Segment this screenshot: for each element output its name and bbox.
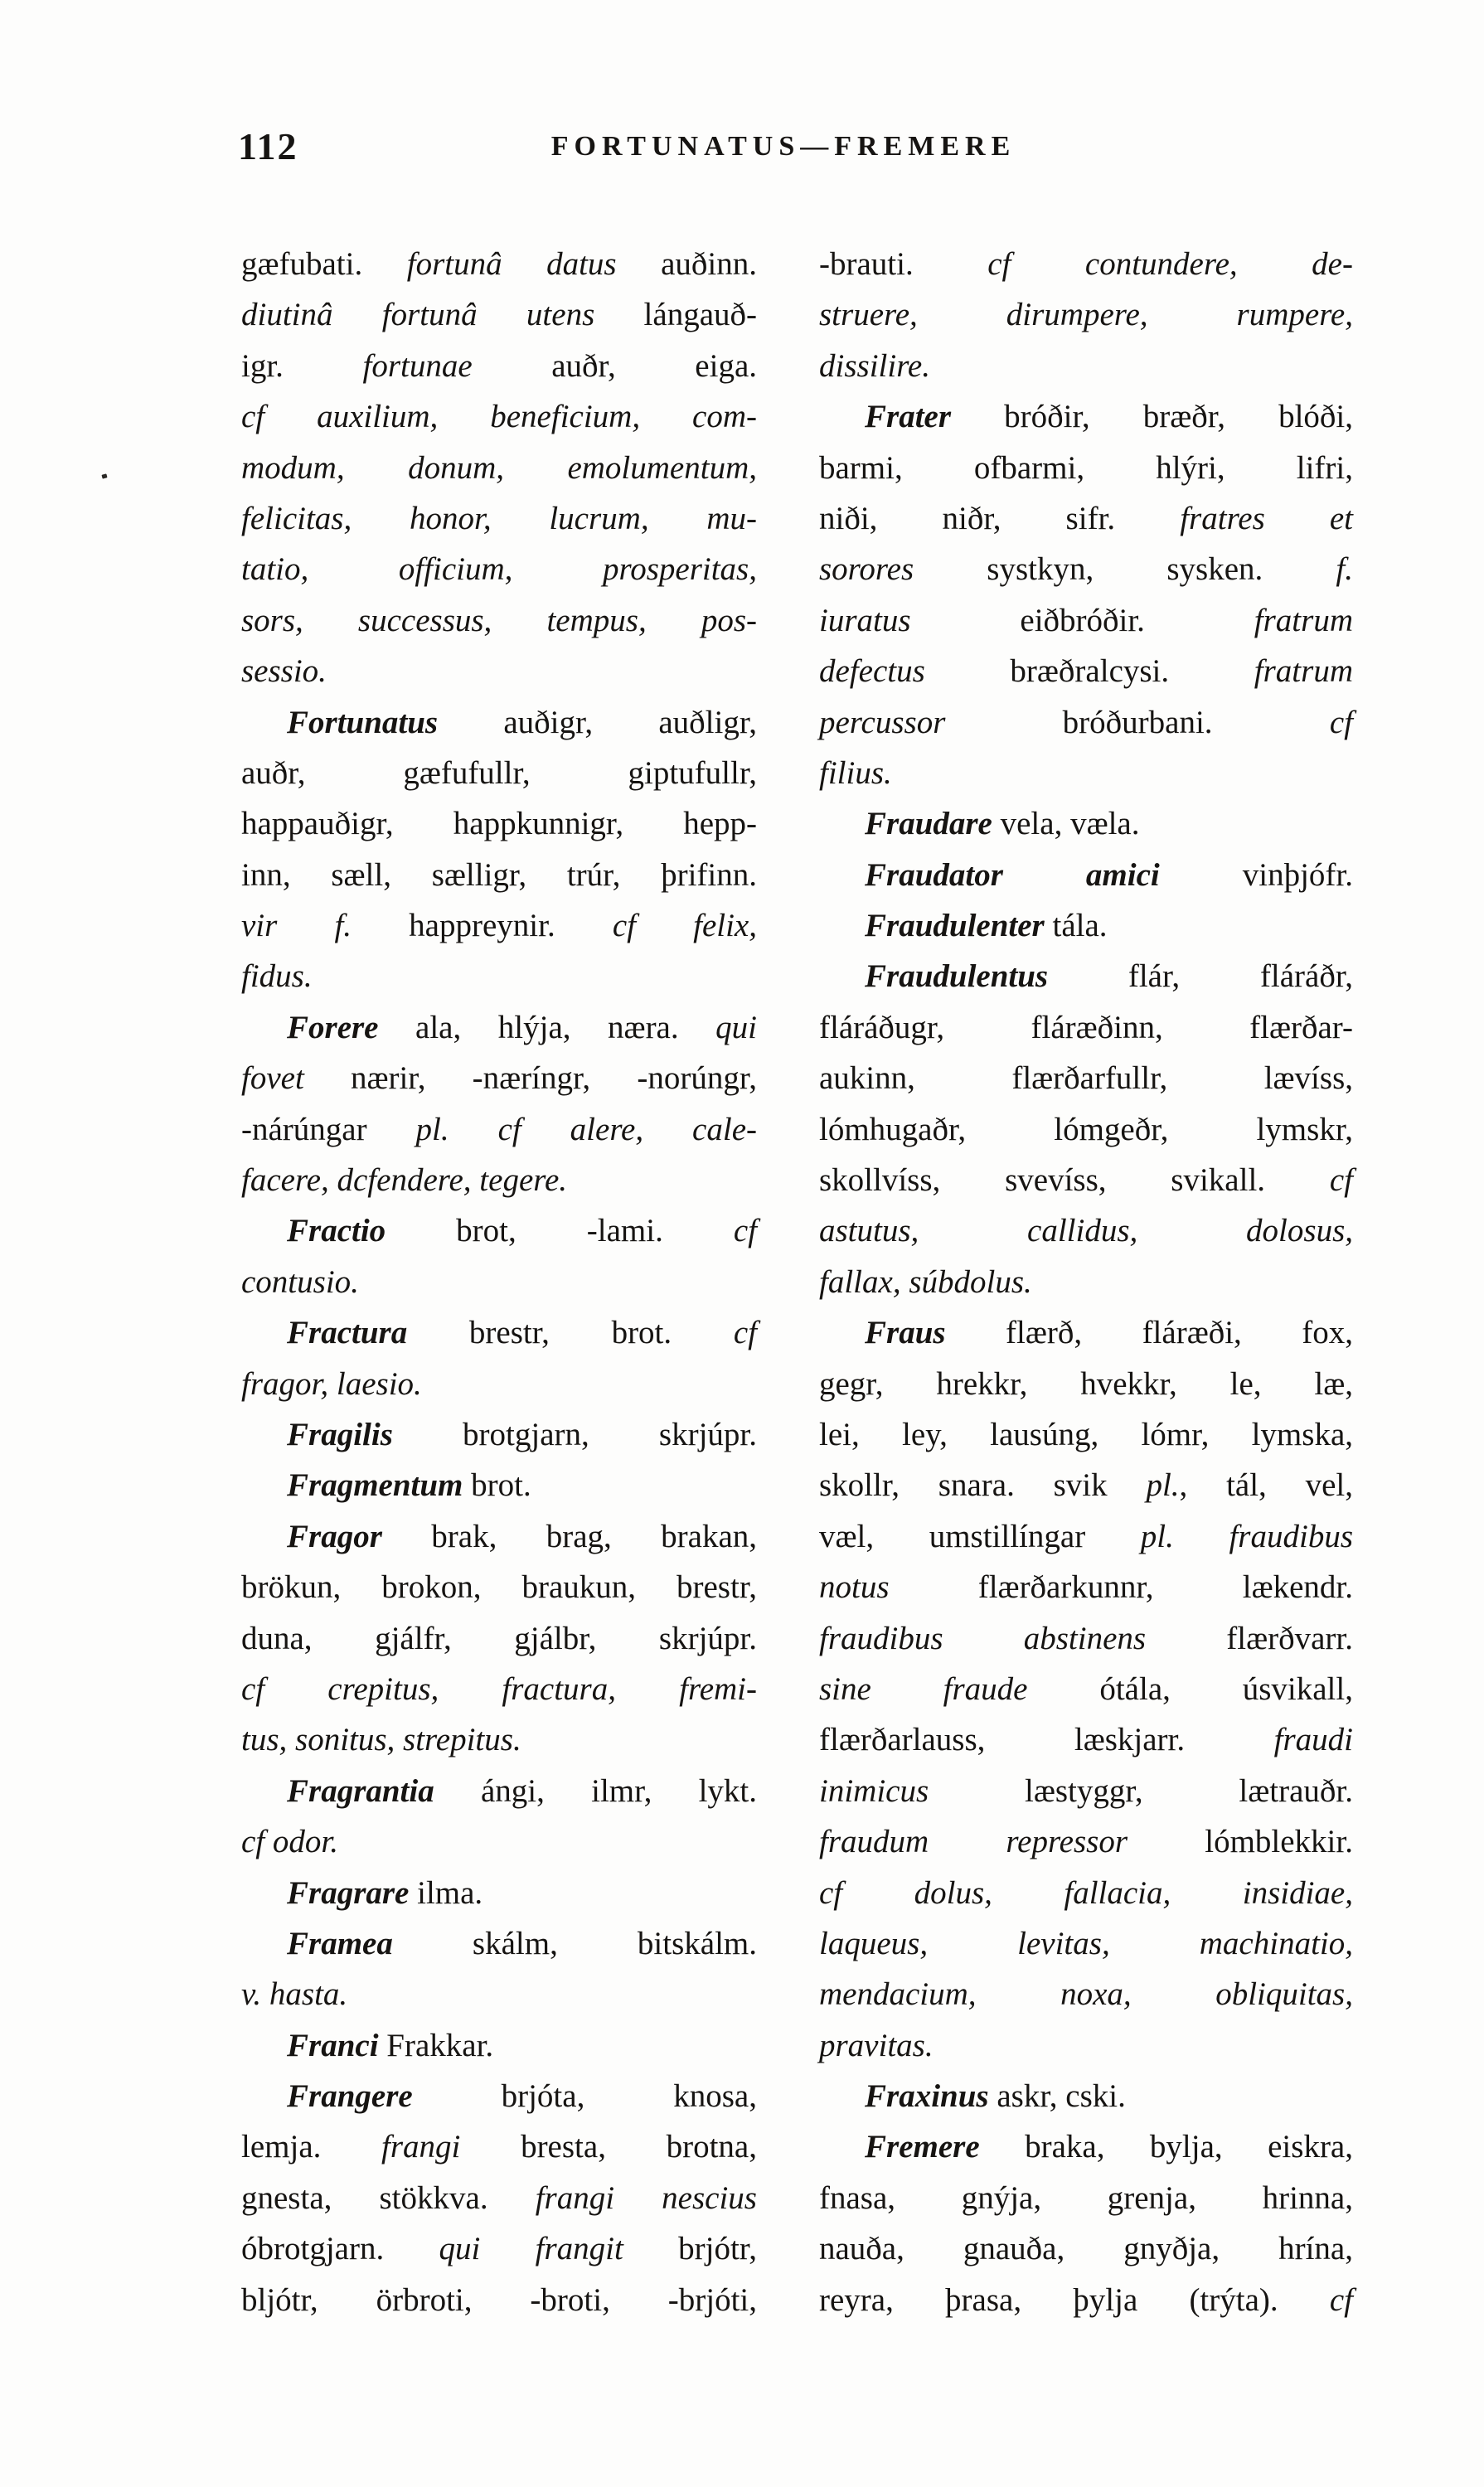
text-line — [241, 2071, 757, 2121]
text-line — [819, 2173, 1353, 2223]
ink-speck — [101, 473, 107, 478]
gloss-text: braka, bylja, eiskra, — [979, 2129, 1353, 2165]
latin-italic: pravitas. — [819, 2027, 934, 2063]
headword: Fraudulenter — [865, 908, 1045, 944]
latin-italic: cf — [1329, 2281, 1353, 2318]
gloss-text: bróðir, bræðr, blóði, — [951, 399, 1353, 435]
text-line — [819, 900, 1353, 951]
latin-italic: contusio. — [241, 1263, 359, 1300]
gloss-text: gæfubati. — [241, 246, 407, 282]
headword: Framea — [287, 1925, 393, 1961]
latin-italic: dissilire. — [819, 347, 930, 384]
latin-italic: cf auxilium, beneficium, com- — [241, 399, 757, 435]
headword: Fragrare — [287, 1874, 410, 1911]
gloss-text: reyra, þrasa, þylja (trýta). — [819, 2281, 1330, 2318]
latin-italic: filius. — [819, 754, 892, 791]
latin-italic: modum, donum, emolumentum, — [241, 449, 757, 486]
text-line — [241, 341, 757, 391]
gloss-text: tála. — [1044, 908, 1108, 944]
gloss-text: igr. — [241, 347, 363, 384]
gloss-text: bræðralcysi. — [924, 653, 1254, 690]
gloss-text: happreynir. — [352, 908, 613, 944]
text-line — [819, 1918, 1353, 1969]
latin-italic: cf crepitus, fractura, fremi- — [241, 1670, 757, 1707]
latin-italic: cf odor. — [241, 1824, 338, 1860]
gloss-text: inn, sæll, sælligr, trúr, þrifinn. — [241, 856, 757, 893]
text-line — [241, 2275, 757, 2325]
text-line — [241, 239, 757, 289]
text-line — [819, 1359, 1353, 1409]
text-line — [819, 2020, 1353, 2071]
text-line — [819, 595, 1353, 646]
gloss-text: væl, umstillíngar — [819, 1518, 1141, 1554]
headword: Fractio — [287, 1213, 386, 1249]
running-header-row — [0, 124, 1484, 177]
text-line — [819, 1460, 1353, 1510]
latin-italic: fidus. — [241, 958, 313, 995]
text-line — [819, 1409, 1353, 1460]
latin-italic: cf — [733, 1213, 757, 1249]
text-line — [241, 2223, 757, 2274]
gloss-text: happauðigr, happkunnigr, hepp- — [241, 806, 757, 842]
text-line — [241, 951, 757, 1001]
latin-italic: cf dolus, fallacia, insidiae, — [819, 1874, 1353, 1911]
gloss-text: nærir, -næríngr, -norúngr, — [303, 1060, 757, 1097]
text-line — [819, 2275, 1353, 2325]
latin-italic: felicitas, honor, lucrum, mu- — [241, 500, 757, 536]
headword: Franci — [287, 2027, 379, 2063]
text-line — [819, 951, 1353, 1001]
text-line — [819, 1664, 1353, 1714]
gloss-text: brot, -lami. — [386, 1213, 734, 1249]
headword: Fragilis — [287, 1416, 393, 1452]
gloss-text: auðigr, auðligr, — [438, 704, 757, 740]
latin-italic: sine fraude — [819, 1670, 1028, 1707]
gloss-text: gnesta, stökkva. — [241, 2179, 536, 2216]
gloss-text: askr, cski. — [988, 2078, 1126, 2115]
text-line — [241, 595, 757, 646]
text-line — [241, 748, 757, 798]
text-line — [241, 1511, 757, 1562]
text-line — [241, 1359, 757, 1409]
gloss-text: vela, væla. — [992, 806, 1140, 842]
gloss-text: brot. — [463, 1467, 531, 1504]
text-line — [241, 1562, 757, 1612]
latin-italic: f. — [1336, 551, 1353, 588]
text-line — [819, 289, 1353, 340]
latin-italic: pl. — [415, 1111, 449, 1147]
latin-italic: fraudibus — [1229, 1518, 1353, 1554]
gloss-text: brjóta, knosa, — [412, 2078, 757, 2115]
latin-italic: astutus, callidus, dolosus, — [819, 1213, 1353, 1249]
page-number: 112 — [238, 125, 298, 167]
text-line — [241, 289, 757, 340]
latin-italic: diutinâ fortunâ utens — [241, 297, 595, 333]
latin-italic: fratrum — [1254, 602, 1353, 638]
text-line — [241, 1664, 757, 1714]
text-line — [819, 1155, 1353, 1205]
latin-italic: frangi nescius — [535, 2179, 757, 2216]
headword: Fraus — [865, 1315, 946, 1351]
text-line — [241, 1714, 757, 1765]
gloss-text: niði, niðr, sifr. — [819, 500, 1181, 536]
text-line — [241, 1868, 757, 1918]
latin-italic: fragor, laesio. — [241, 1365, 422, 1402]
text-line — [819, 2071, 1353, 2121]
text-line — [241, 850, 757, 900]
latin-italic: struere, dirumpere, rumpere, — [819, 297, 1353, 333]
latin-italic: pl. — [1146, 1467, 1180, 1504]
latin-italic: v. hasta. — [241, 1976, 348, 2013]
text-line — [241, 493, 757, 544]
headword: Fortunatus — [287, 704, 439, 740]
latin-italic: cf — [733, 1315, 757, 1351]
text-line — [819, 2121, 1353, 2172]
gloss-text: ótála, úsvikall, — [1027, 1670, 1353, 1707]
gloss-text: gegr, hrekkr, hvekkr, le, læ, — [819, 1365, 1353, 1402]
gloss-text: bljótr, örbroti, -broti, -brjóti, — [241, 2281, 757, 2318]
text-line — [241, 443, 757, 493]
gloss-text: , tál, vel, — [1179, 1467, 1353, 1504]
gloss-text: brotgjarn, skrjúpr. — [392, 1416, 757, 1452]
latin-italic: cf — [1329, 1162, 1353, 1199]
headword: Fraxinus — [865, 2078, 989, 2115]
text-line — [819, 341, 1353, 391]
column-right — [819, 239, 1353, 2325]
latin-italic: cf alere, cale- — [497, 1111, 757, 1147]
text-line — [819, 1766, 1353, 1816]
text-line — [241, 2173, 757, 2223]
latin-italic: inimicus — [819, 1772, 929, 1809]
text-line — [819, 1868, 1353, 1918]
text-line — [241, 1460, 757, 1510]
latin-italic: fraudi — [1273, 1722, 1353, 1758]
latin-italic: fovet — [241, 1060, 304, 1097]
headword: Fragrantia — [287, 1772, 434, 1809]
headword: Frangere — [287, 2078, 413, 2115]
text-line — [241, 1816, 757, 1867]
text-line — [819, 1562, 1353, 1612]
headword: Forere — [287, 1009, 379, 1045]
gloss-text: bresta, brotna, — [460, 2129, 757, 2165]
gloss-text: flærðvarr. — [1146, 1620, 1353, 1656]
gloss-text: auðr, gæfufullr, giptufullr, — [241, 754, 757, 791]
latin-italic: sors, successus, tempus, pos- — [241, 602, 757, 638]
gloss-text: skálm, bitskálm. — [392, 1925, 757, 1961]
gloss-text: lómhugaðr, lómgeðr, lymskr, — [819, 1111, 1353, 1147]
text-line — [241, 1053, 757, 1103]
text-line — [819, 1257, 1353, 1307]
headword: Fragmentum — [287, 1467, 463, 1504]
latin-italic: fortunae — [362, 347, 473, 384]
text-line — [819, 1613, 1353, 1664]
gloss-text: flærðarkunnr, lækendr. — [889, 1569, 1353, 1606]
latin-italic: sorores — [819, 551, 914, 588]
text-line — [819, 544, 1353, 594]
gloss-text: auðr, eiga. — [472, 347, 757, 384]
headword: Fremere — [865, 2129, 980, 2165]
headword: Frater — [865, 399, 952, 435]
gloss-text: vinþjófr. — [1159, 856, 1353, 893]
gloss-text: flærðarlauss, læskjarr. — [819, 1722, 1274, 1758]
latin-italic: cf felix, — [612, 908, 757, 944]
gloss-text: ángi, ilmr, lykt. — [434, 1772, 757, 1809]
gloss-text: bróðurbani. — [945, 704, 1330, 740]
latin-italic: qui frangit — [439, 2231, 623, 2267]
headword: Fragor — [287, 1518, 382, 1554]
latin-italic: fallax, súbdolus. — [819, 1263, 1032, 1300]
headword: Fractura — [287, 1315, 408, 1351]
latin-italic: cf — [1329, 704, 1353, 740]
gloss-text: læstyggr, lætrauðr. — [929, 1772, 1353, 1809]
gloss-text: duna, gjálfr, gjálbr, skrjúpr. — [241, 1620, 757, 1656]
latin-italic: fraudibus abstinens — [819, 1620, 1147, 1656]
text-line — [241, 1257, 757, 1307]
latin-italic: percussor — [819, 704, 946, 740]
gloss-text: brestr, brot. — [407, 1315, 734, 1351]
gloss-text: ilma. — [409, 1874, 483, 1911]
text-line — [819, 748, 1353, 798]
gloss-text: flærð, fláræði, fox, — [945, 1315, 1353, 1351]
latin-italic: fratrum — [1254, 653, 1353, 690]
latin-italic: qui — [715, 1009, 757, 1045]
gloss-text: auðinn. — [616, 246, 757, 282]
headword: Fraudare — [865, 806, 992, 842]
gloss-text: -nárúngar — [241, 1111, 416, 1147]
text-line — [819, 1307, 1353, 1358]
text-line — [241, 646, 757, 696]
gloss-text: óbrotgjarn. — [241, 2231, 439, 2267]
text-line — [241, 544, 757, 594]
text-line — [241, 1104, 757, 1155]
latin-italic: facere, dcfendere, tegere. — [241, 1162, 568, 1199]
latin-italic: fratres et — [1180, 500, 1353, 536]
gloss-text: eiðbróðir. — [910, 602, 1254, 638]
text-line — [241, 1307, 757, 1358]
gloss-text: ala, hlýja, næra. — [378, 1009, 716, 1045]
latin-italic: mendacium, noxa, obliquitas, — [819, 1976, 1353, 2013]
latin-italic: laqueus, levitas, machinatio, — [819, 1925, 1353, 1961]
latin-italic: sessio. — [241, 653, 327, 690]
text-line — [819, 646, 1353, 696]
gloss-text: skollr, snara. svik — [819, 1467, 1147, 1504]
latin-italic: frangi — [381, 2129, 461, 2165]
headword: Fraudulentus — [865, 958, 1049, 995]
gloss-text: brjótr, — [623, 2231, 757, 2267]
gloss-text: Frakkar. — [378, 2027, 494, 2063]
text-line — [819, 1205, 1353, 1256]
latin-italic: pl. — [1140, 1518, 1174, 1554]
gloss-text: -brauti. — [819, 246, 988, 282]
gloss-text: systkyn, sysken. — [914, 551, 1336, 588]
text-line — [819, 798, 1353, 849]
text-line — [819, 1816, 1353, 1867]
text-line — [241, 2020, 757, 2071]
text-line — [241, 1918, 757, 1969]
text-line — [819, 239, 1353, 289]
latin-italic: vir f. — [241, 908, 352, 944]
latin-italic: iuratus — [819, 602, 911, 638]
gloss-text: fláráðugr, fláræðinn, flærðar- — [819, 1009, 1353, 1045]
gloss-text: lei, ley, lausúng, lómr, lymska, — [819, 1416, 1353, 1452]
latin-italic: tatio, officium, prosperitas, — [241, 551, 757, 588]
text-line — [241, 1969, 757, 2019]
text-line — [819, 1002, 1353, 1053]
text-line — [819, 1511, 1353, 1562]
text-line — [819, 1104, 1353, 1155]
latin-italic: tus, sonitus, strepitus. — [241, 1722, 521, 1758]
text-line — [241, 1155, 757, 1205]
gloss-text: barmi, ofbarmi, hlýri, lifri, — [819, 449, 1353, 486]
gloss-text — [1174, 1519, 1229, 1554]
latin-italic: notus — [819, 1569, 890, 1606]
text-line — [241, 1613, 757, 1664]
gloss-text: brak, brag, brakan, — [381, 1518, 757, 1554]
text-line — [819, 443, 1353, 493]
column-left — [241, 239, 757, 2325]
text-line — [819, 697, 1353, 748]
latin-italic: cf contundere, de- — [987, 246, 1353, 282]
text-line — [241, 391, 757, 442]
latin-italic: fraudum repressor — [819, 1824, 1128, 1860]
gloss-text: nauða, gnauða, gnyðja, hrína, — [819, 2231, 1353, 2267]
latin-italic: defectus — [819, 653, 925, 690]
text-line — [241, 798, 757, 849]
gloss-text: lemja. — [241, 2129, 382, 2165]
text-line — [241, 1205, 757, 1256]
gloss-text: aukinn, flærðarfullr, lævíss, — [819, 1060, 1353, 1097]
text-line — [241, 2121, 757, 2172]
running-header: FORTUNATUS—FREMERE — [550, 131, 1016, 162]
text-line — [819, 2223, 1353, 2274]
headword: Fraudator amici — [865, 856, 1160, 893]
latin-italic: fortunâ datus — [406, 246, 617, 282]
gloss-text — [449, 1112, 498, 1147]
text-line — [241, 1002, 757, 1053]
text-line — [819, 391, 1353, 442]
text-line — [819, 1053, 1353, 1103]
text-line — [819, 1969, 1353, 2019]
text-line — [241, 697, 757, 748]
gloss-text: flár, fláráðr, — [1048, 958, 1353, 995]
gloss-text: fnasa, gnýja, grenja, hrinna, — [819, 2179, 1353, 2216]
gloss-text: lómblekkir. — [1128, 1824, 1353, 1860]
text-line — [241, 1409, 757, 1460]
text-line — [241, 1766, 757, 1816]
gloss-text: lángauð- — [594, 297, 757, 333]
gloss-text: skollvíss, svevíss, svikall. — [819, 1162, 1330, 1199]
gloss-text: brökun, brokon, braukun, brestr, — [241, 1569, 757, 1606]
text-line — [819, 493, 1353, 544]
text-line — [819, 850, 1353, 900]
text-line — [819, 1714, 1353, 1765]
text-line — [241, 900, 757, 951]
